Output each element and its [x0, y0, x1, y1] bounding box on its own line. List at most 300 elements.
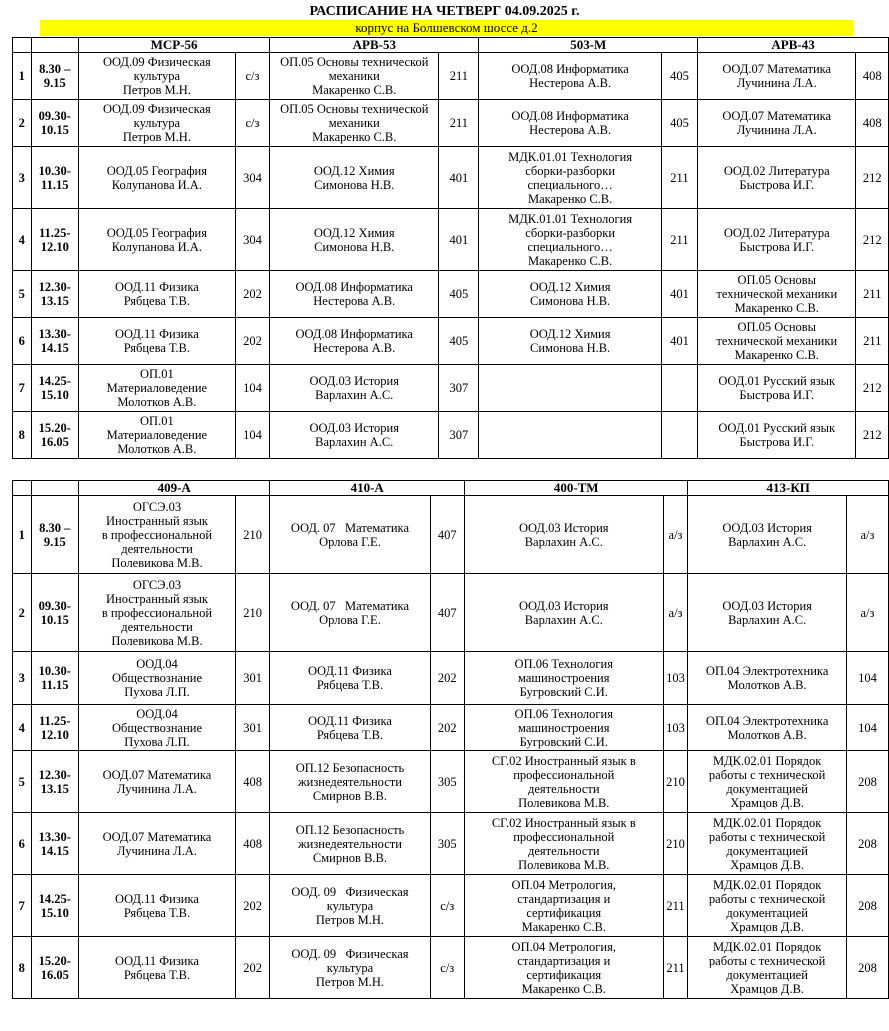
- room-cell: 210: [663, 813, 688, 875]
- subject-line: ООД.08 Информатика: [511, 109, 629, 123]
- table-row: [13, 209, 889, 271]
- room-cell: 301: [235, 705, 269, 751]
- subject-cell: [79, 937, 236, 999]
- subject-cell: [464, 496, 663, 574]
- subject-line: сертификация: [526, 905, 602, 920]
- time-line: 16.05: [40, 435, 69, 449]
- room-cell: 211: [661, 209, 697, 271]
- lesson-number: 3: [13, 147, 32, 209]
- subject-line: ОП.04 Электротехника: [705, 664, 829, 678]
- subject-line: СГ.02 Иностранный язык в: [491, 753, 636, 768]
- time-line: 10.30-: [38, 664, 71, 678]
- room-cell: 305: [430, 751, 464, 813]
- subject-line: работы с технической: [708, 829, 826, 844]
- subject-cell: [78, 147, 235, 209]
- lesson-time: [31, 652, 78, 705]
- lesson-time: [31, 147, 78, 209]
- room-cell: а/з: [846, 496, 888, 574]
- subject-line: Макаренко С.В.: [521, 981, 606, 996]
- room-cell: 202: [235, 271, 269, 318]
- subject-cell: [479, 318, 661, 365]
- subject-line: работы с технической: [708, 767, 826, 782]
- group-header: 503-М: [479, 38, 698, 53]
- table-row: [13, 318, 889, 365]
- subject-line: ООД.01 Русский язык: [718, 374, 836, 388]
- subject-line: ООД.01 Русский язык: [718, 421, 836, 435]
- room-cell: 307: [439, 365, 479, 412]
- group-header: 409-А: [79, 481, 270, 496]
- subject-line: ООД.04: [136, 657, 178, 671]
- time-line: 8.30 –: [39, 520, 71, 535]
- subject-cell: [270, 496, 430, 574]
- table-row: [13, 937, 889, 999]
- subject-line: ОП.05 Основы технической: [280, 102, 429, 116]
- subject-line: ООД.02 Литература: [723, 225, 830, 240]
- lesson-time: [31, 937, 78, 999]
- subject-line: Лучинина Л.А.: [736, 123, 817, 137]
- subject-line: ООД.03 История: [519, 598, 609, 613]
- subject-cell: [688, 496, 846, 574]
- subject-cell: [698, 147, 856, 209]
- subject-line: жизнедеятельности: [298, 774, 402, 789]
- room-cell: 202: [430, 705, 464, 751]
- time-line: 10.15: [40, 123, 69, 137]
- subject-line: деятельности: [527, 781, 600, 796]
- time-line: 12.30-: [38, 280, 71, 294]
- table-row: [13, 271, 889, 318]
- room-cell: 210: [235, 496, 269, 574]
- lesson-time: [31, 496, 78, 574]
- table-header-row: [13, 481, 889, 496]
- subject-line: Иностранный язык: [105, 513, 208, 528]
- room-cell: 211: [856, 271, 889, 318]
- subject-cell: [479, 53, 661, 100]
- time-line: 8.30 –: [39, 62, 71, 76]
- subject-line: ООД. 07 Математика: [290, 520, 409, 535]
- subject-line: Полевикова М.В.: [111, 633, 203, 648]
- table-header-row: [13, 38, 889, 53]
- subject-line: МДК.02.01 Порядок: [712, 939, 822, 954]
- lesson-time: [31, 574, 78, 652]
- group-header: АРВ-53: [270, 38, 479, 53]
- subject-line: Храмцов Д.В.: [730, 919, 805, 934]
- subject-line: ОП.01: [140, 414, 174, 428]
- subject-cell: [79, 705, 236, 751]
- subject-cell: [698, 365, 856, 412]
- subject-line: Храмцов Д.В.: [730, 981, 805, 996]
- subject-line: Рябцева Т.В.: [316, 727, 384, 742]
- subject-line: МДК.01.01 Технология: [508, 211, 633, 226]
- subject-cell: [270, 271, 439, 318]
- group-header: МСР-56: [78, 38, 269, 53]
- time-line: 13.30-: [38, 829, 71, 844]
- subject-line: Нестерова А.В.: [313, 294, 396, 308]
- room-cell: 211: [439, 53, 479, 100]
- lesson-time: [31, 100, 78, 147]
- subject-line: Бугровский С.И.: [519, 685, 608, 699]
- subject-line: ООД.03 История: [722, 598, 812, 613]
- time-line: 09.30-: [38, 109, 71, 123]
- subject-line: Смирнов В.В.: [312, 850, 388, 865]
- subject-line: технической механики: [716, 334, 838, 348]
- table-row: [13, 53, 889, 100]
- subject-cell: [464, 574, 663, 652]
- subject-line: культура: [326, 898, 374, 913]
- subject-line: ООД.12 Химия: [313, 163, 395, 178]
- subject-line: ОП.06 Технология: [514, 706, 613, 721]
- subject-line: ООД.04: [136, 706, 178, 721]
- subject-line: Быстрова И.Г.: [739, 177, 815, 192]
- subject-cell: [698, 412, 856, 459]
- subject-cell: [270, 147, 439, 209]
- subject-cell: [270, 705, 430, 751]
- room-cell: 305: [430, 813, 464, 875]
- time-line: 15.20-: [38, 953, 71, 968]
- subject-cell: [698, 318, 856, 365]
- subject-line: ОГСЭ.03: [132, 577, 182, 592]
- subject-line: ООД.11 Физика: [115, 953, 199, 968]
- table-row: [13, 412, 889, 459]
- subject-cell: [270, 652, 430, 705]
- subject-line: ООД.07 Математика: [102, 767, 212, 782]
- room-cell: 405: [439, 271, 479, 318]
- subject-cell: [464, 875, 663, 937]
- lesson-time: [31, 751, 78, 813]
- room-cell: 405: [439, 318, 479, 365]
- subject-cell: [479, 271, 661, 318]
- time-line: 11.25-: [38, 225, 71, 240]
- subject-line: МДК.01.01 Технология: [508, 149, 633, 164]
- subject-line: культура: [326, 960, 374, 975]
- subject-line: ООД.07 Математика: [102, 829, 212, 844]
- subject-line: Полевикова М.В.: [111, 555, 203, 570]
- table-row: [13, 751, 889, 813]
- table-row: [13, 875, 889, 937]
- time-line: 11.25-: [38, 713, 71, 728]
- subject-cell: [270, 574, 430, 652]
- subject-cell: [78, 412, 235, 459]
- subject-line: Макаренко С.В.: [312, 130, 397, 144]
- room-cell: 211: [663, 937, 688, 999]
- room-cell: с/з: [235, 100, 269, 147]
- subject-line: Лучинина Л.А.: [117, 843, 197, 858]
- subject-line: Полевикова М.В.: [518, 857, 610, 872]
- room-cell: 401: [661, 271, 697, 318]
- room-cell: 104: [846, 652, 888, 705]
- subject-line: сертификация: [526, 967, 602, 982]
- time-line: 11.15: [41, 678, 69, 692]
- subject-line: ООД.11 Физика: [115, 891, 199, 906]
- room-cell: 208: [846, 937, 888, 999]
- subject-line: стандартизация и: [517, 953, 611, 968]
- subject-cell: [688, 751, 846, 813]
- subject-line: Полевикова М.В.: [518, 795, 610, 810]
- subject-line: Петров М.Н.: [315, 912, 385, 927]
- room-cell: а/з: [846, 574, 888, 652]
- subject-line: ОП.04 Метрология,: [511, 877, 616, 892]
- time-line: 15.10: [40, 388, 69, 402]
- page-title: РАСПИСАНИЕ НА ЧЕТВЕРГ 04.09.2025 г.: [309, 4, 580, 19]
- lesson-time: [31, 53, 78, 100]
- subject-line: ООД.09 Физическая: [102, 102, 211, 116]
- subject-line: Орлова Г.Е.: [319, 534, 381, 549]
- room-cell: 104: [235, 412, 269, 459]
- subject-line: ООД. 09 Физическая: [291, 884, 409, 899]
- subject-cell: [270, 875, 430, 937]
- subject-cell: [464, 937, 663, 999]
- subject-cell: [464, 705, 663, 751]
- room-cell: 401: [661, 318, 697, 365]
- subject-line: документацией: [726, 967, 808, 982]
- subject-line: ООД.05 География: [106, 225, 207, 240]
- subject-cell: [479, 412, 661, 459]
- room-cell: 408: [856, 100, 889, 147]
- subject-cell: [698, 209, 856, 271]
- subject-line: документацией: [726, 905, 808, 920]
- subject-cell: [270, 318, 439, 365]
- lesson-number: 4: [13, 705, 32, 751]
- subject-line: ООД.07 Математика: [722, 62, 832, 76]
- subject-cell: [688, 813, 846, 875]
- subject-line: механики: [328, 116, 380, 130]
- subject-cell: [270, 937, 430, 999]
- subject-line: Смирнов В.В.: [312, 788, 388, 803]
- subject-line: деятельности: [527, 843, 600, 858]
- subject-line: Молотков А.В.: [727, 678, 807, 692]
- lesson-time: [31, 705, 78, 751]
- subject-cell: [464, 813, 663, 875]
- subject-line: деятельности: [121, 619, 193, 634]
- time-line: 12.10: [40, 727, 69, 742]
- subject-line: машиностроения: [518, 720, 610, 735]
- subject-line: сборки-разборки: [525, 225, 616, 240]
- schedule-table-2: [12, 480, 889, 999]
- subject-cell: [270, 813, 430, 875]
- room-cell: 103: [663, 705, 688, 751]
- subject-line: МДК.02.01 Порядок: [712, 877, 822, 892]
- subject-line: ООД.08 Информатика: [511, 62, 629, 76]
- subject-line: Материаловедение: [106, 428, 208, 442]
- subject-cell: [78, 318, 235, 365]
- time-line: 9.15: [43, 534, 66, 549]
- subject-line: Макаренко С.В.: [527, 191, 613, 206]
- lesson-time: [31, 365, 78, 412]
- subject-line: Симонова Н.В.: [314, 177, 395, 192]
- time-line: 14.15: [40, 341, 69, 355]
- subject-line: Варлахин А.С.: [728, 612, 807, 627]
- subject-line: Симонова Н.В.: [530, 294, 611, 308]
- subject-line: в профессиональной: [101, 605, 213, 620]
- subject-line: МДК.02.01 Порядок: [712, 753, 822, 768]
- subject-cell: [270, 751, 430, 813]
- subject-line: ООД.12 Химия: [529, 280, 611, 294]
- subject-cell: [270, 412, 439, 459]
- lesson-time: [31, 209, 78, 271]
- subject-cell: [698, 271, 856, 318]
- subject-line: специального…: [527, 239, 613, 254]
- subject-line: Макаренко С.В.: [527, 253, 613, 268]
- lesson-number: 8: [13, 937, 32, 999]
- room-cell: 212: [856, 365, 889, 412]
- group-header: 413-КП: [688, 481, 889, 496]
- group-header: 410-А: [270, 481, 465, 496]
- subject-line: Петров М.Н.: [122, 83, 191, 97]
- subject-cell: [688, 705, 846, 751]
- room-cell: 210: [663, 751, 688, 813]
- lesson-number: 8: [13, 412, 32, 459]
- time-line: 13.30-: [38, 327, 71, 341]
- time-line: 09.30-: [38, 598, 71, 613]
- subject-line: ОП.12 Безопасность: [295, 760, 405, 775]
- subject-line: ОП.06 Технология: [514, 657, 613, 671]
- subject-cell: [688, 937, 846, 999]
- room-cell: 104: [846, 705, 888, 751]
- subject-line: ООД.11 Физика: [114, 327, 199, 341]
- group-header: 400-ТМ: [464, 481, 687, 496]
- subject-line: Бугровский С.И.: [519, 734, 608, 749]
- time-line: 15.20-: [38, 421, 71, 435]
- subject-line: Быстрова И.Г.: [739, 435, 815, 449]
- subject-line: Варлахин А.С.: [315, 388, 394, 402]
- subject-line: ОГСЭ.03: [132, 499, 182, 514]
- subject-line: ОП.05 Основы: [737, 320, 817, 334]
- lesson-time: [31, 813, 78, 875]
- lesson-time: [31, 271, 78, 318]
- room-cell: 401: [439, 209, 479, 271]
- lesson-number: 7: [13, 365, 32, 412]
- room-cell: 407: [430, 496, 464, 574]
- room-cell: 208: [846, 813, 888, 875]
- subject-line: Петров М.Н.: [315, 974, 385, 989]
- time-line: 10.30-: [38, 163, 71, 178]
- subject-cell: [464, 652, 663, 705]
- subject-cell: [79, 652, 236, 705]
- subject-line: ООД. 09 Физическая: [291, 946, 409, 961]
- subject-line: ООД.03 История: [309, 421, 399, 435]
- room-cell: 405: [661, 100, 697, 147]
- table-row: [13, 365, 889, 412]
- room-cell: 401: [439, 147, 479, 209]
- lesson-number: 1: [13, 496, 32, 574]
- subject-cell: [79, 875, 236, 937]
- subject-line: Храмцов Д.В.: [730, 795, 805, 810]
- subject-cell: [464, 751, 663, 813]
- subject-line: ООД.03 История: [722, 520, 812, 535]
- room-cell: 407: [430, 574, 464, 652]
- subject-line: ООД. 07 Математика: [290, 598, 409, 613]
- subject-line: Лучинина Л.А.: [117, 781, 197, 796]
- subject-line: жизнедеятельности: [298, 836, 402, 851]
- subject-line: Рябцева Т.В.: [123, 294, 190, 308]
- time-line: 16.05: [40, 967, 69, 982]
- table-row: [13, 652, 889, 705]
- subject-line: Рябцева Т.В.: [123, 341, 190, 355]
- subject-line: ООД.11 Физика: [308, 713, 392, 728]
- subject-line: ОП.12 Безопасность: [295, 822, 405, 837]
- subject-cell: [79, 496, 236, 574]
- subject-cell: [479, 209, 661, 271]
- subject-cell: [78, 271, 235, 318]
- schedule-table-1: [12, 37, 889, 459]
- room-cell: 103: [663, 652, 688, 705]
- time-line: 11.15: [41, 177, 69, 192]
- lesson-time: [31, 875, 78, 937]
- subject-line: ООД.03 История: [309, 374, 399, 388]
- room-cell: 307: [439, 412, 479, 459]
- lesson-number: 3: [13, 652, 32, 705]
- subject-line: культура: [133, 69, 181, 83]
- subject-line: ООД.05 География: [106, 163, 207, 178]
- subject-line: СГ.02 Иностранный язык в: [491, 815, 636, 830]
- subject-line: ОП.05 Основы: [737, 273, 817, 287]
- room-cell: 212: [856, 147, 889, 209]
- room-cell: а/з: [663, 496, 688, 574]
- lesson-time: [31, 412, 78, 459]
- subject-line: Обществознание: [111, 671, 203, 685]
- subject-cell: [270, 53, 439, 100]
- subject-cell: [688, 875, 846, 937]
- subject-line: ООД.08 Информатика: [295, 327, 413, 341]
- subject-line: специального…: [527, 177, 613, 192]
- room-cell: 211: [661, 147, 697, 209]
- lesson-number: 4: [13, 209, 32, 271]
- subject-cell: [270, 209, 439, 271]
- subject-line: машиностроения: [518, 671, 610, 685]
- subject-line: ОП.04 Метрология,: [511, 939, 616, 954]
- subject-line: Быстрова И.Г.: [739, 239, 815, 254]
- table-row: [13, 496, 889, 574]
- subject-line: Пухова Л.П.: [124, 734, 190, 749]
- subject-line: ОП.04 Электротехника: [705, 713, 829, 728]
- header-blank: [13, 481, 32, 496]
- subject-line: Храмцов Д.В.: [730, 857, 805, 872]
- subject-line: ООД.02 Литература: [723, 163, 830, 178]
- table-row: [13, 574, 889, 652]
- subject-line: ООД.08 Информатика: [295, 280, 413, 294]
- room-cell: 208: [846, 751, 888, 813]
- subject-cell: [78, 53, 235, 100]
- subject-line: технической механики: [716, 287, 838, 301]
- subject-line: ООД.12 Химия: [313, 225, 395, 240]
- room-cell: 408: [235, 813, 269, 875]
- table-row: [13, 100, 889, 147]
- subject-line: ОП.05 Основы технической: [280, 55, 429, 69]
- subject-line: Молотков А.В.: [727, 727, 807, 742]
- lesson-number: 5: [13, 271, 32, 318]
- group-header: АРВ-43: [698, 38, 889, 53]
- subject-cell: [79, 813, 236, 875]
- subject-line: Молотков А.В.: [117, 442, 197, 456]
- subject-line: Молотков А.В.: [117, 395, 197, 409]
- subject-line: Варлахин А.С.: [524, 612, 603, 627]
- room-cell: а/з: [663, 574, 688, 652]
- subject-line: Рябцева Т.В.: [123, 905, 191, 920]
- header-blank: [31, 481, 78, 496]
- subject-line: работы с технической: [708, 891, 826, 906]
- subject-line: Обществознание: [111, 720, 203, 735]
- subject-line: профессиональной: [513, 767, 615, 782]
- subject-line: механики: [328, 69, 380, 83]
- subject-line: Макаренко С.В.: [312, 83, 397, 97]
- page-subtitle: корпус на Болшевском шоссе д.2: [40, 20, 853, 36]
- subject-line: Колупанова И.А.: [111, 177, 202, 192]
- subject-line: профессиональной: [513, 829, 615, 844]
- room-cell: 212: [856, 412, 889, 459]
- subject-line: Лучинина Л.А.: [736, 76, 817, 90]
- subject-line: Нестерова А.В.: [313, 341, 396, 355]
- subject-cell: [698, 100, 856, 147]
- subject-line: документацией: [726, 843, 808, 858]
